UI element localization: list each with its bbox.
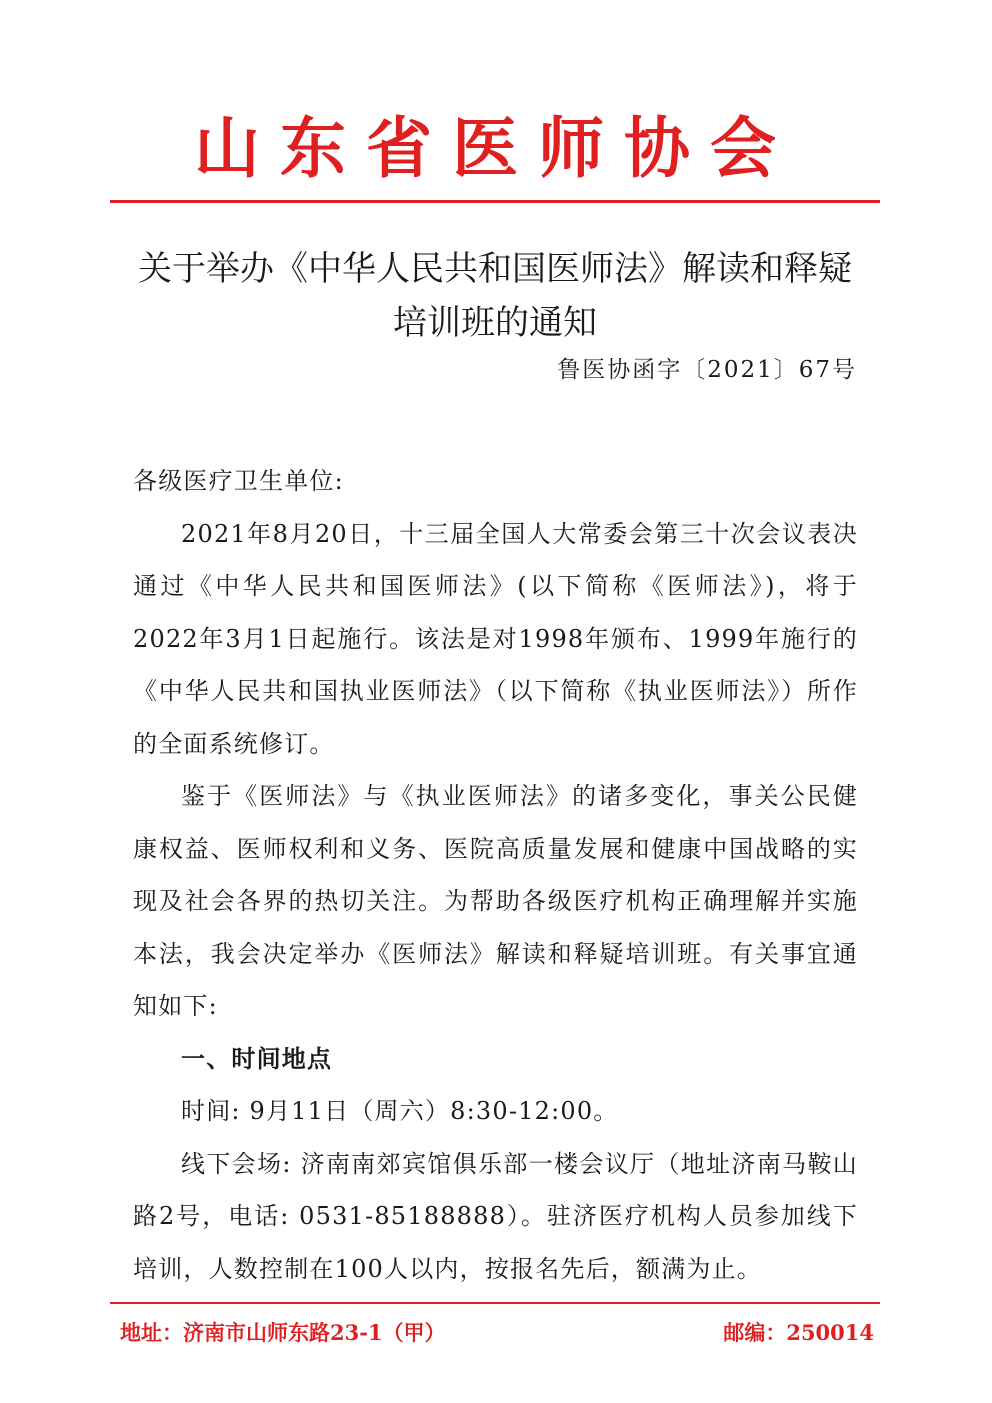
- venue-line: 线下会场: 济南南郊宾馆俱乐部一楼会议厅（地址济南马鞍山路2号，电话: 0531-85188888）。驻济医疗机构人员参加线下培训，人数控制在100人以内，按报名先后，额满为止。: [133, 1149, 858, 1283]
- document-title-line1: 关于举办《中华人民共和国医师法》解读和释疑: [138, 249, 852, 289]
- footer-address: 地址：济南市山师东路23-1（甲）: [120, 1320, 446, 1345]
- letterhead-divider: [110, 200, 880, 203]
- document-body: [133, 455, 858, 1295]
- footer-postcode: 邮编：250014: [723, 1320, 874, 1345]
- time-line: 时间: 9月11日（周六）8:30-12:00。: [181, 1097, 619, 1125]
- section-heading-time-place: 一、时间地点: [181, 1044, 333, 1073]
- paragraph-2: 鉴于《医师法》与《执业医师法》的诸多变化，事关公民健康权益、医师权利和义务、医院高质量发展和健康中国战略的实现及社会各界的热切关注。为帮助各级医疗机构正确理解并实施本法，我会决定举办《医师法》解读和释疑培训班。有关事宜通知如下:: [133, 782, 858, 1020]
- document-title-line2: 培训班的通知: [393, 303, 597, 343]
- salutation: 各级医疗卫生单位:: [133, 467, 344, 495]
- letterhead-org-name: 山东省医师协会: [194, 109, 796, 187]
- footer-divider: [110, 1302, 880, 1304]
- document-number: 鲁医协函字〔2021〕67号: [557, 357, 857, 383]
- document-title: [110, 242, 880, 350]
- paragraph-1: 2021年8月20日，十三届全国人大常委会第三十次会议表决通过《中华人民共和国医师法》(以下简称《医师法》)，将于2022年3月1日起施行。该法是对1998年颁布、1999年施行的《中华人民共和国执业医师法》（以下简称《执业医师法》）所作的全面系统修订。: [133, 519, 858, 758]
